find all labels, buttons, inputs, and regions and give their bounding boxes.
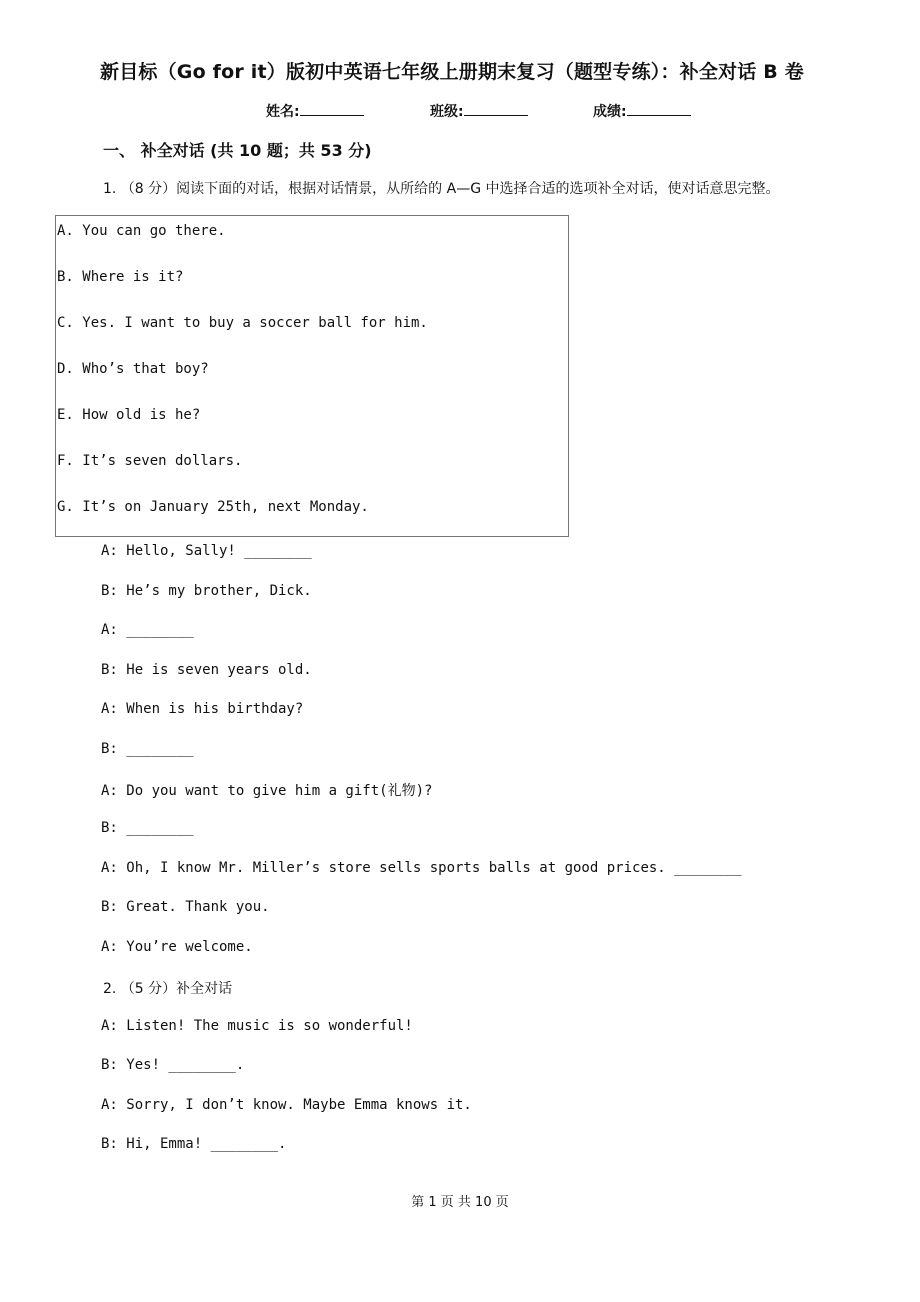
name-blank bbox=[300, 103, 364, 116]
option-b: B. Where is it? bbox=[57, 269, 184, 285]
dialogue-line: A: ________ bbox=[101, 622, 194, 638]
dialogue-line: A: Sorry, I don’t know. Maybe Emma knows it. bbox=[101, 1097, 472, 1113]
option-f: F. It’s seven dollars. bbox=[57, 453, 243, 469]
option-a: A. You can go there. bbox=[57, 223, 226, 239]
class-blank bbox=[464, 103, 528, 116]
options-box bbox=[55, 215, 569, 537]
dialogue-line: A: Do you want to give him a gift(礼物)? bbox=[101, 783, 433, 799]
option-c: C. Yes. I want to buy a soccer ball for him. bbox=[57, 315, 428, 331]
dialogue-line: B: ________ bbox=[101, 741, 194, 757]
dialogue-line: B: He is seven years old. bbox=[101, 662, 312, 678]
dialogue-line: A: Listen! The music is so wonderful! bbox=[101, 1018, 413, 1034]
dialogue-line: A: When is his birthday? bbox=[101, 701, 304, 717]
score-label: 成绩: bbox=[593, 104, 627, 120]
name-field bbox=[266, 101, 364, 121]
score-field bbox=[593, 101, 691, 121]
score-blank bbox=[627, 103, 691, 116]
dialogue-line: B: He’s my brother, Dick. bbox=[101, 583, 312, 599]
option-g: G. It’s on January 25th, next Monday. bbox=[57, 499, 369, 515]
dialogue-line: A: Oh, I know Mr. Miller’s store sells sports balls at good prices. ________ bbox=[101, 860, 742, 876]
class-field bbox=[430, 101, 528, 121]
dialogue-line: B: Great. Thank you. bbox=[101, 899, 270, 915]
class-label: 班级: bbox=[430, 104, 464, 120]
dialogue-line: A: Hello, Sally! ________ bbox=[101, 543, 312, 559]
dialogue-line: B: Hi, Emma! ________. bbox=[101, 1136, 287, 1152]
dialogue-line: B: ________ bbox=[101, 820, 194, 836]
section-heading: 一、 补全对话 (共 10 题；共 53 分) bbox=[103, 141, 372, 160]
document-title: 新目标（Go for it）版初中英语七年级上册期末复习（题型专练）：补全对话 B 卷 bbox=[100, 61, 804, 83]
question-1-prompt: 1. （8 分）阅读下面的对话，根据对话情景，从所给的 A—G 中选择合适的选项补全对话，使对话意思完整。 bbox=[103, 181, 780, 197]
dialogue-line: B: Yes! ________. bbox=[101, 1057, 245, 1073]
option-e: E. How old is he? bbox=[57, 407, 201, 423]
option-d: D. Who’s that boy? bbox=[57, 361, 209, 377]
dialogue-line: A: You’re welcome. bbox=[101, 939, 253, 955]
question-2-prompt: 2. （5 分）补全对话 bbox=[103, 981, 233, 997]
page-footer: 第 1 页 共 10 页 bbox=[411, 1195, 509, 1210]
name-label: 姓名: bbox=[266, 104, 300, 120]
